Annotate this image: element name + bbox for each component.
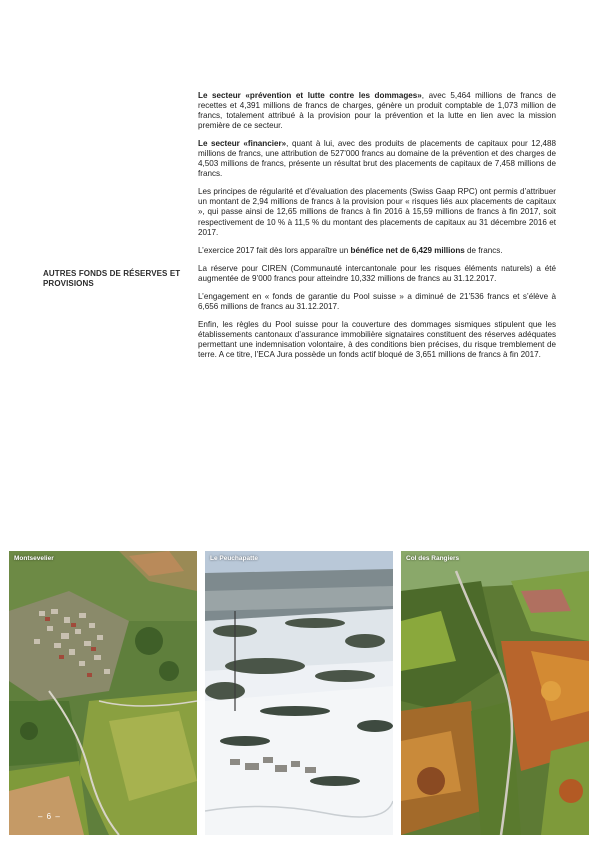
photo-col-des-rangiers [401, 551, 589, 835]
paragraph-ciren: La réserve pour CIREN (Communauté intercantonale pour les risques éléments naturels) a été augmentée de 9’000 francs pour atteindre 10,332 millions de francs au 31.12.2017. [198, 263, 556, 283]
photo-caption-le-peuchapatte: Le Peuchapatte [210, 555, 259, 562]
col-des-rangiers-image [401, 551, 589, 835]
paragraph-financier-lead: Le secteur «financier» [198, 139, 287, 149]
paragraph-financier-body: , quant à lui, avec des produits de placements de capitaux pour 12,488 millions de francs, une attribution de 527’000 francs au domaine de la prévention et des charges de 4,503 millions de francs, présente un résultat brut des placements de capitaux de 7,458 millions de francs. [198, 139, 556, 179]
benefice-net-highlight: bénéfice net de 6,429 millions [350, 245, 465, 255]
paragraph-placements: Les principes de régularité et d’évaluation des placements (Swiss Gaap RPC) ont permis d’attribuer un montant de 2,94 millions de francs à la provision pour « risques liés aux placements de capitaux », qui passe ainsi de 12,65 millions de francs à fin 2016 à 15,59 millions de francs à fin 2017, soit respectivement de 10 % à 11,5 % du montant des placements de capitaux au 31 décembre 2016 et 2017. [198, 187, 556, 237]
photo-caption-montsevelier: Montsevelier [14, 555, 54, 562]
paragraph-benefice-end: de francs. [464, 245, 503, 255]
paragraph-pool-suisse: L’engagement en « fonds de garantie du Pool suisse » a diminué de 21’536 francs et s’élève à 6,656 millions de francs au 31.12.2017. [198, 291, 556, 311]
paragraph-prevention [198, 91, 556, 131]
paragraph-financier [198, 139, 556, 179]
photo-montsevelier [9, 551, 197, 835]
paragraph-sismique: Enfin, les règles du Pool suisse pour la couverture des dommages sismiques stipulent que les établissements cantonaux d’assurance immobilière signataires constituent des réserves adéquates permettant une indemnisation volontaire, à des conditions bien précises, du risque tremblement de terre. A ce titre, l’ECA Jura possède un fonds actif bloqué de 3,651 millions de francs à fin 2017. [198, 319, 556, 359]
page-number: – 6 – [38, 812, 61, 821]
photo-le-peuchapatte [205, 551, 393, 835]
le-peuchapatte-image [205, 551, 393, 835]
section-heading: AUTRES FONDS DE RÉSERVES ET PROVISIONS [43, 269, 181, 288]
paragraph-benefice [198, 246, 556, 256]
photo-caption-col-des-rangiers: Col des Rangiers [406, 555, 460, 562]
paragraph-benefice-start: L’exercice 2017 fait dès lors apparaître un [198, 245, 351, 255]
body-text [198, 91, 556, 368]
paragraph-prevention-body: , avec 5,464 millions de francs de recettes et 4,391 millions de francs de charges, génère un produit comptable de 1,073 million de francs, totalement attribué à la provision pour la prévention et la lutte en lien avec la mission première de ce secteur. [198, 91, 557, 131]
montsevelier-image [9, 551, 197, 835]
paragraph-prevention-lead: Le secteur «prévention et lutte contre les dommages» [198, 91, 422, 100]
